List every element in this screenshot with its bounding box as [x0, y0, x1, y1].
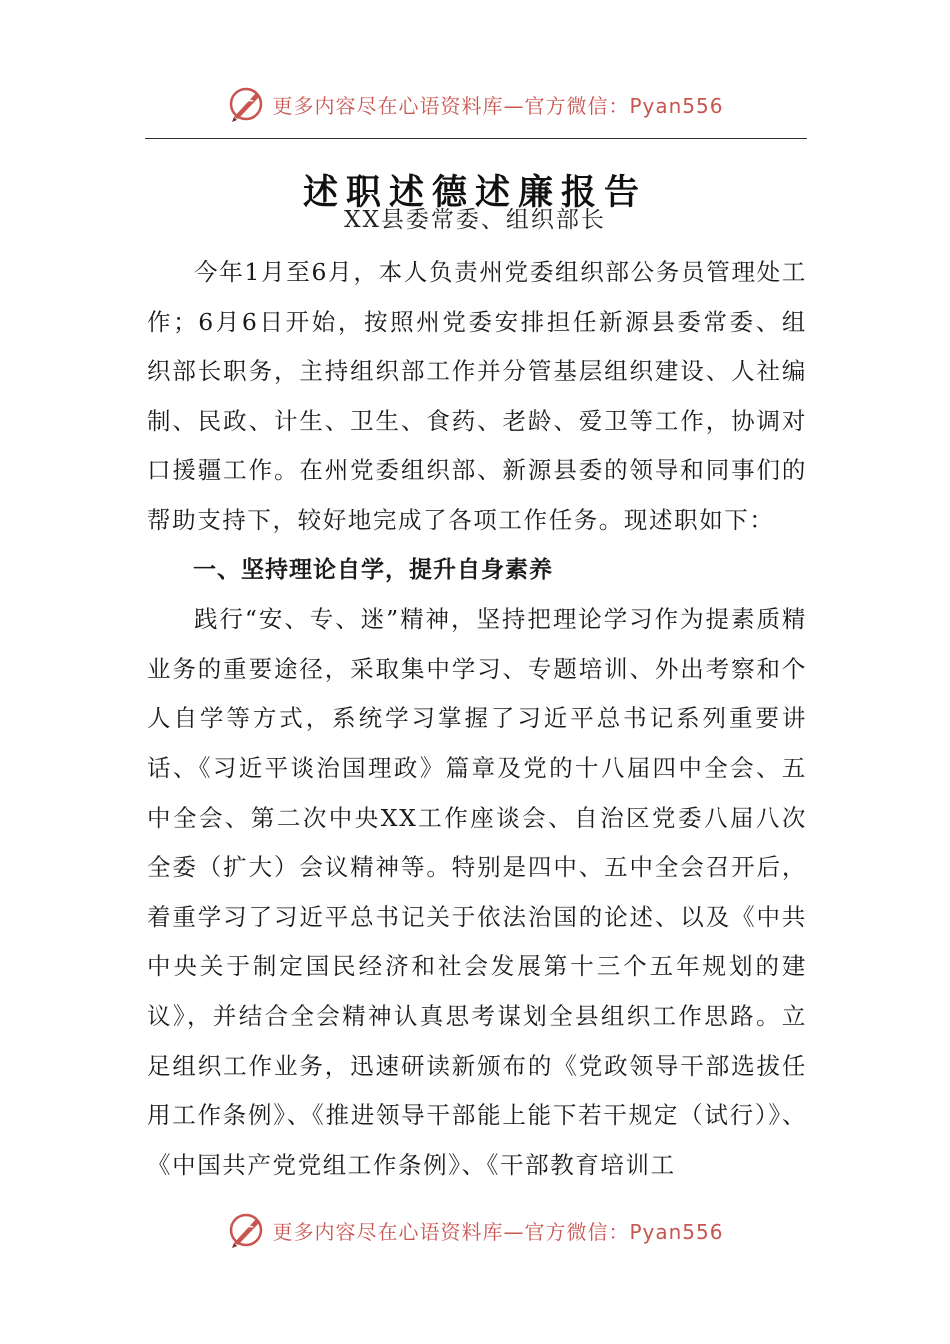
- watermark-text: 更多内容尽在心语资料库—官方微信：Pyan556: [272, 1219, 724, 1244]
- document-body: [147, 248, 807, 1190]
- section-heading: 一、坚持理论自学，提升自身素养: [193, 556, 553, 583]
- pen-circle-logo-icon: [226, 84, 266, 124]
- paragraph-intro: 今年1月至6月，本人负责州党委组织部公务员管理处工作；6月6日开始，按照州党委安排担任新源县委常委、组织部长职务，主持组织部工作并分管基层组织建设、人社编制、民政、计生、卫生、食药、老龄、爱卫等工作，协调对口援疆工作。在州党委组织部、新源县委的领导和同事们的帮助支持下，较好地完成了各项工作任务。现述职如下：: [147, 258, 807, 534]
- watermark-text: 更多内容尽在心语资料库—官方微信：Pyan556: [272, 93, 724, 118]
- document-subtitle: XX县委常委、组织部长: [344, 207, 606, 233]
- document-title: 述职述德述廉报告: [302, 172, 647, 214]
- paragraph-theory-study: 践行“安、专、迷”精神，坚持把理论学习作为提素质精业务的重要途径，采取集中学习、专题培训、外出考察和个人自学等方式，系统学习掌握了习近平总书记系列重要讲话、《习近平谈治国理政》篇章及党的十八届四中全会、五中全会、第二次中央XX工作座谈会、自治区党委八届八次全委（扩大）会议精神等。特别是四中、五中全会召开后，着重学习了习近平总书记关于依法治国的论述、以及《中共中央关于制定国民经济和社会发展第十三个五年规划的建议》，并结合全会精神认真思考谋划全县组织工作思路。立足组织工作业务，迅速研读新颁布的《党政领导干部选拔任用工作条例》、《推进领导干部能上能下若干规定（试行）》、《中国共产党党组工作条例》、《干部教育培训工: [147, 605, 807, 1179]
- header-watermark: [0, 80, 950, 128]
- footer-watermark: [0, 1206, 950, 1254]
- header-divider: [145, 138, 807, 139]
- pen-circle-logo-icon: [226, 1210, 266, 1250]
